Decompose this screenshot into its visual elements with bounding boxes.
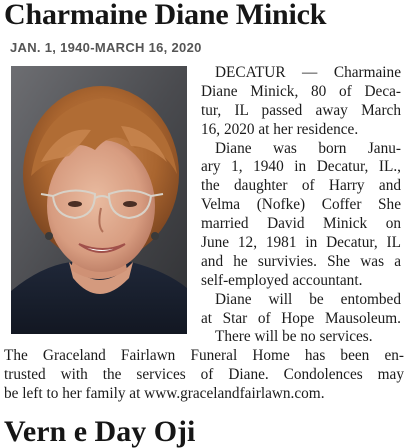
obituary-text-line: at Star of Hope Mausoleum. bbox=[201, 309, 401, 327]
obituary-text-full-width bbox=[4, 347, 404, 404]
obituary-name-heading: Charmaine Diane Minick bbox=[4, 0, 327, 31]
obituary-text-line: self-employed accountant. bbox=[201, 271, 363, 289]
next-obituary-heading: Vern e Day Oji bbox=[4, 415, 196, 448]
obituary-text-line: the daughter of Harry and bbox=[201, 177, 401, 195]
obituary-text-line: and he survivies. She was a bbox=[201, 252, 401, 270]
obituary-text-line: be left to her family at www.gracelandfairlawn.com. bbox=[4, 384, 325, 402]
obituary-text-line: There will be no services. bbox=[215, 328, 373, 346]
obituary-text-line: Diane will be entombed bbox=[215, 290, 401, 308]
obituary-text-line: Velma (Nofke) Coffer She bbox=[201, 196, 401, 214]
obituary-text-line: June 12, 1981 in Decatur, IL bbox=[201, 234, 401, 252]
obituary-text-line: trusted with the services of Diane. Condolences may bbox=[4, 365, 404, 383]
obituary-text-line: DECATUR — Charmaine bbox=[215, 64, 401, 81]
obituary-text-line: tur, IL passed away March bbox=[201, 101, 401, 119]
next-obituary-heading-cutoff bbox=[4, 415, 406, 448]
obituary-text-line: The Graceland Fairlawn Funeral Home has been en- bbox=[4, 347, 404, 364]
obituary-text-line: ary 1, 1940 in Decatur, IL., bbox=[201, 158, 401, 176]
portrait-photo bbox=[11, 66, 187, 334]
obituary-text-line: Diane was born Janu- bbox=[215, 139, 401, 157]
obituary-text-column bbox=[201, 64, 401, 347]
obituary-dates: JAN. 1, 1940-MARCH 16, 2020 bbox=[10, 40, 202, 55]
obituary-text-line: married David Minick on bbox=[201, 215, 401, 233]
obituary-text-line: Diane Minick, 80 of Deca- bbox=[201, 82, 401, 100]
obituary-text-line: 16, 2020 at her residence. bbox=[201, 120, 359, 138]
